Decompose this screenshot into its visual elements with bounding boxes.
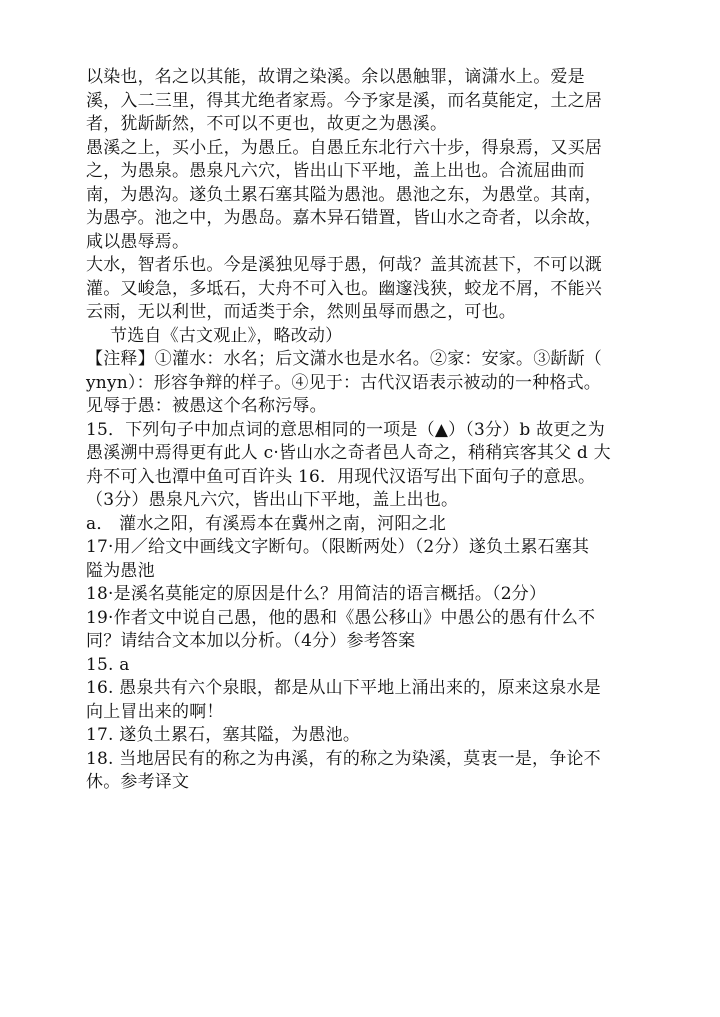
question-line: 隘为愚池 — [86, 560, 155, 581]
text-line: 灌。又峻急，多坻石，大舟不可入也。幽邃浅狭，蛟龙不屑，不能兴 — [86, 278, 602, 299]
annotation-line: 【注释】①灌水：水名；后文潇水也是水名。②家：安家。③龂龂（ — [86, 349, 602, 369]
source-note: 节选自《古文观止》，略改动） — [110, 325, 343, 346]
text-line: 者，犹龂龂然，不可以不更也，故更之为愚溪。 — [86, 114, 448, 134]
question-line: 15．下列句子中加点词的意思相同的一项是（▲）（3分）b 故更之为 — [86, 419, 605, 440]
question-line: 18·是溪名莫能定的原因是什么？用简洁的语言概括。（2分） — [86, 584, 547, 604]
answer-line: 16. 愚泉共有六个泉眼，都是从山下平地上涌出来的，原来这泉水是 — [86, 678, 601, 698]
text-line: 为愚亭。池之中，为愚岛。嘉木异石错置，皆山水之奇者，以余故， — [86, 208, 602, 228]
text-line: 以染也，名之以其能，故谓之染溪。余以愚触罪，谪潇水上。爱是 — [86, 67, 585, 87]
annotation-line: ynyn）：形容争辩的样子。④见于：古代汉语表示被动的一种格式。 — [86, 372, 602, 393]
answer-line: 向上冒出来的啊！ — [86, 701, 224, 722]
annotation-line: 见辱于愚：被愚这个名称污辱。 — [86, 396, 327, 416]
question-line: 愚溪溯中焉得更有此人 c·皆山水之奇者邑人奇之，稍稍宾客其父 d 大 — [86, 443, 611, 463]
question-line: 同？请结合文本加以分析。（4分）参考答案 — [86, 631, 416, 651]
question-line: （3分）愚泉凡六穴，皆出山下平地，盖上出也。 — [86, 490, 459, 510]
question-line: 舟不可入也潭中鱼可百许头 16．用现代汉语写出下面句子的意思。 — [86, 466, 596, 487]
text-line: 之，为愚泉。愚泉凡六穴，皆出山下平地，盖上出也。合流屈曲而 — [86, 161, 585, 181]
text-line: 大水，智者乐也。今是溪独见辱于愚，何哉？盖其流甚下，不可以溉 — [86, 255, 602, 275]
text-line: 咸以愚辱焉。 — [86, 231, 190, 252]
text-line: 溪，入二三里，得其尤绝者家焉。今予家是溪，而名莫能定，土之居 — [86, 90, 602, 111]
question-line: 19·作者文中说自己愚，他的愚和《愚公移山》中愚公的愚有什么不 — [86, 607, 596, 628]
question-line: a． 灌水之阳，有溪焉本在冀州之南，河阳之北 — [86, 513, 446, 534]
text-line: 愚溪之上，买小丘，为愚丘。自愚丘东北行六十步，得泉焉，又买居 — [86, 137, 602, 158]
text-line: 云雨，无以利世，而适类于余，然则虽辱而愚之，可也。 — [86, 302, 516, 322]
question-line: 17·用／给文中画线文字断句。（限断两处）（2分）遂负土累石塞其 — [86, 537, 590, 557]
answer-line: 休。参考译文 — [86, 772, 190, 792]
document-text — [86, 66, 646, 795]
answer-line: 18. 当地居民有的称之为冉溪，有的称之为染溪，莫衷一是，争论不 — [86, 748, 601, 769]
answer-line: 17. 遂负土累石，塞其隘，为愚池。 — [86, 725, 361, 745]
answer-line: 15. a — [86, 654, 130, 675]
text-line: 南，为愚沟。遂负土累石塞其隘为愚池。愚池之东，为愚堂。其南， — [86, 184, 602, 205]
